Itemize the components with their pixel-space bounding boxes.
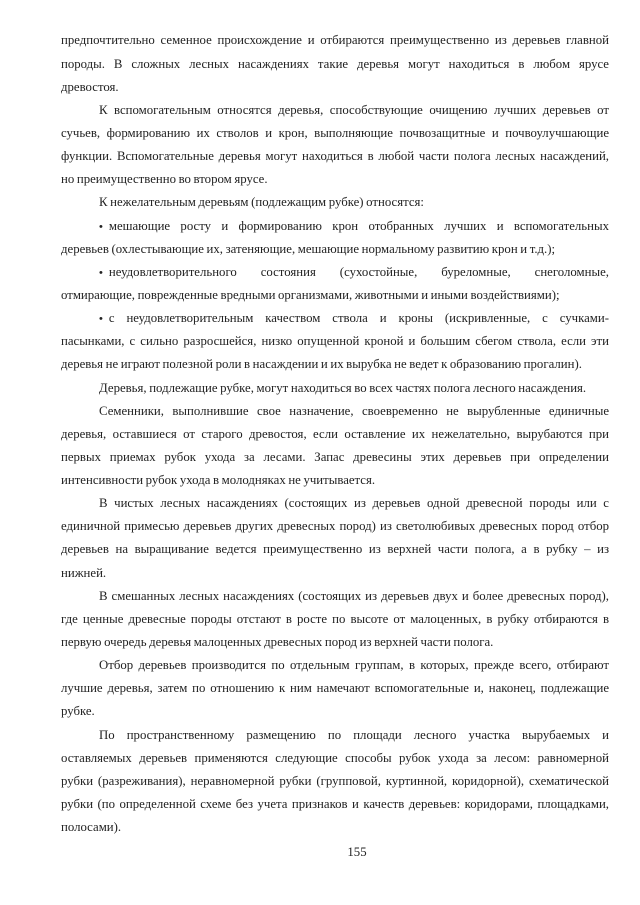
text-line-content: мешающие росту и формированию крон отобранных лучших и вспомогательных	[108, 218, 609, 233]
text-line-content: неудовлетворительного состояния (сухостойные, буреломные, снеголомные,	[108, 264, 609, 279]
paragraph	[61, 724, 609, 840]
text-line: предпочтительно семенное происхождение и отбираются преимущественно из деревьев главной	[61, 33, 609, 48]
text-line: первых приемах рубок ухода за лесами. Запас древесины этих деревьев при определении	[61, 449, 609, 464]
text-line: Семенники, выполнившие свое назначение, своевременно не вырубленные единичные	[99, 403, 609, 418]
text-line: В смешанных лесных насаждениях (состоящих из деревьев двух и более древесных пород),	[99, 588, 609, 603]
paragraph	[61, 400, 609, 493]
text-line: функции. Вспомогательные деревья могут находиться в любой части полога лесных насаждений,	[61, 149, 609, 164]
text-line: единичной примесью деревьев других древесных пород) из светолюбивых древесных пород отбор	[61, 519, 609, 534]
page-number: 155	[347, 845, 367, 859]
text-line: полосами).	[61, 820, 122, 835]
text-line: первую очередь деревья малоценных древесных пород из верхней части полога.	[61, 635, 494, 650]
paragraph	[61, 191, 609, 214]
text-line: нижней.	[61, 565, 107, 580]
text-line: рубки (по определенной схеме без учета признаков и качеств деревьев: коридорами, площадками,	[61, 797, 609, 812]
text-line: пасынками, с сильно разросшейся, низко опущенной кроной и большим сбегом ствола, если эти	[61, 334, 609, 349]
bullet-icon: •	[99, 220, 103, 233]
text-line	[61, 215, 609, 238]
paragraph	[61, 99, 609, 192]
bullet-icon: •	[99, 313, 103, 326]
text-line: интенсивности рубок ухода в молодняках не учитывается.	[61, 473, 376, 488]
list-item	[61, 215, 609, 261]
text-line: древостоя.	[61, 79, 119, 94]
paragraph	[61, 29, 609, 98]
text-line: оставляемых деревьев применяются следующие способы рубок ухода за лесом: равномерной	[61, 750, 609, 765]
paragraph	[61, 492, 609, 585]
text-line: рубке.	[61, 704, 95, 719]
text-line-content: с неудовлетворительным качеством ствола и кроны (искривленные, с сучками-	[108, 311, 609, 326]
text-line: Отбор деревьев производится по отдельным группам, в которых, прежде всего, отбирают	[99, 658, 609, 673]
text-line: породы. В сложных лесных насаждениях такие деревья могут находиться в любом ярусе	[61, 56, 609, 71]
text-line: отмирающие, поврежденные вредными организмами, животными и иными воздействиями);	[61, 287, 560, 302]
text-line: деревьев (охлестывающие их, затеняющие, мешающие нормальному развитию крон и т.д.);	[61, 241, 556, 256]
text-line: Деревья, подлежащие рубке, могут находиться во всех частях полога лесного насаждения.	[99, 380, 587, 395]
bullet-icon: •	[99, 266, 103, 279]
text-line: К нежелательным деревьям (подлежащим рубке) относятся:	[99, 195, 424, 210]
list-item	[61, 261, 609, 307]
list-item	[61, 307, 609, 376]
text-line: рубки (разреживания), неравномерной рубки (групповой, куртинной, коридорной), схематической	[61, 773, 609, 788]
paragraph	[61, 377, 609, 400]
text-line: лучшие деревья, затем по отношению к ним намечают вспомогательные и, наконец, подлежащие	[61, 681, 609, 696]
text-line: деревья не играют полезной роли в насаждении и их вырубка не ведет к образованию прогалин).	[61, 357, 582, 372]
text-line: По пространственному размещению по площади лесного участка вырубаемых и	[99, 727, 609, 742]
text-line: В чистых лесных насаждениях (состоящих из деревьев одной древесной породы или с	[99, 496, 609, 511]
text-line: но преимущественно во втором ярусе.	[61, 172, 268, 187]
text-line: К вспомогательным относятся деревья, способствующие очищению лучших деревьев от	[99, 102, 609, 117]
text-line	[61, 307, 609, 330]
text-line: где ценные древесные породы отстают в росте по высоте от малоценных, в рубку отбираются в	[61, 611, 609, 626]
text-line: деревьев на выращивание ведется преимущественно из верхней части полога, а в рубку – из	[61, 542, 609, 557]
paragraph	[61, 585, 609, 654]
body-text	[61, 29, 609, 839]
text-line: сучьев, формированию их стволов и крон, выполняющие почвозащитные и почвоулучшающие	[61, 125, 609, 140]
paragraph	[61, 654, 609, 723]
text-line: деревья, оставшиеся от старого древостоя, если оставление их нежелательно, вырубаются при	[61, 426, 609, 441]
text-line	[61, 261, 609, 284]
